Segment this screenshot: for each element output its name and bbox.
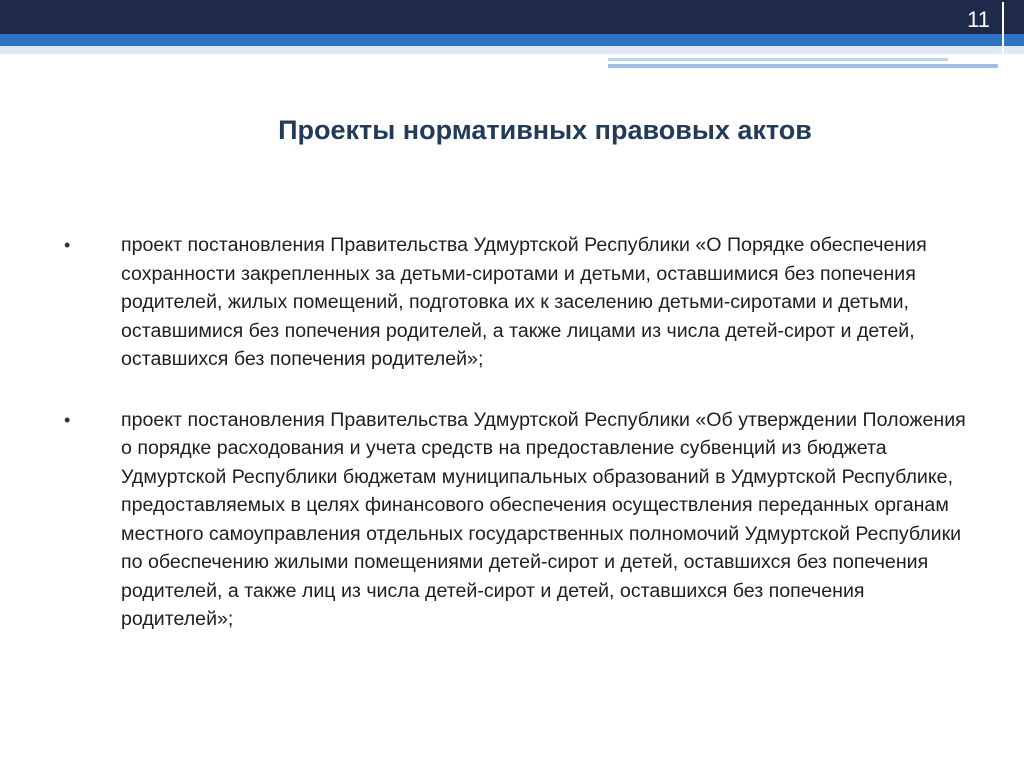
- list-item: [64, 406, 984, 634]
- bullet-text: проект постановления Правительства Удмуртской Республики «О Порядке обеспечения сохранности закрепленных за детьми-сиротами и детьми, оставшимися без попечения родителей, жилых помещений, подготовка их к заселению детьми-сиротами и детьми, оставшимися без попечения родителей, а также лицами из числа детей-сирот и детей, оставшихся без попечения родителей»;: [121, 234, 927, 370]
- list-item: [64, 231, 984, 374]
- bullet-icon: •: [64, 409, 71, 430]
- header-stripe: [0, 34, 1024, 46]
- bullet-icon: •: [64, 235, 71, 255]
- decorative-line: [608, 58, 948, 61]
- decorative-line: [608, 64, 998, 68]
- decorative-vertical-line: [1002, 2, 1004, 68]
- header-bar: [0, 0, 1024, 34]
- bullet-text: проект постановления Правительства Удмуртской Республики «Об утверждении Положения о порядке расходования и учета средств на предоставление субвенций из бюджета Удмуртской Республики бюджетам муниципальных образований в Удмуртской Республике, предоставляемых в целях финансового обеспечения осуществления переданных органам местного самоуправления отдельных государственных полномочий Удмуртской Республики по обеспечению жилыми помещениями детей-сирот и детей, оставшихся без попечения родителей, а также лиц из числа детей-сирот и детей, оставшихся без попечения родителей»;: [121, 408, 966, 630]
- slide-title: Проекты нормативных правовых актов: [278, 115, 812, 145]
- bullet-list: [64, 231, 984, 666]
- header-stripe-light: [0, 46, 1024, 54]
- page-number: 11: [967, 7, 990, 32]
